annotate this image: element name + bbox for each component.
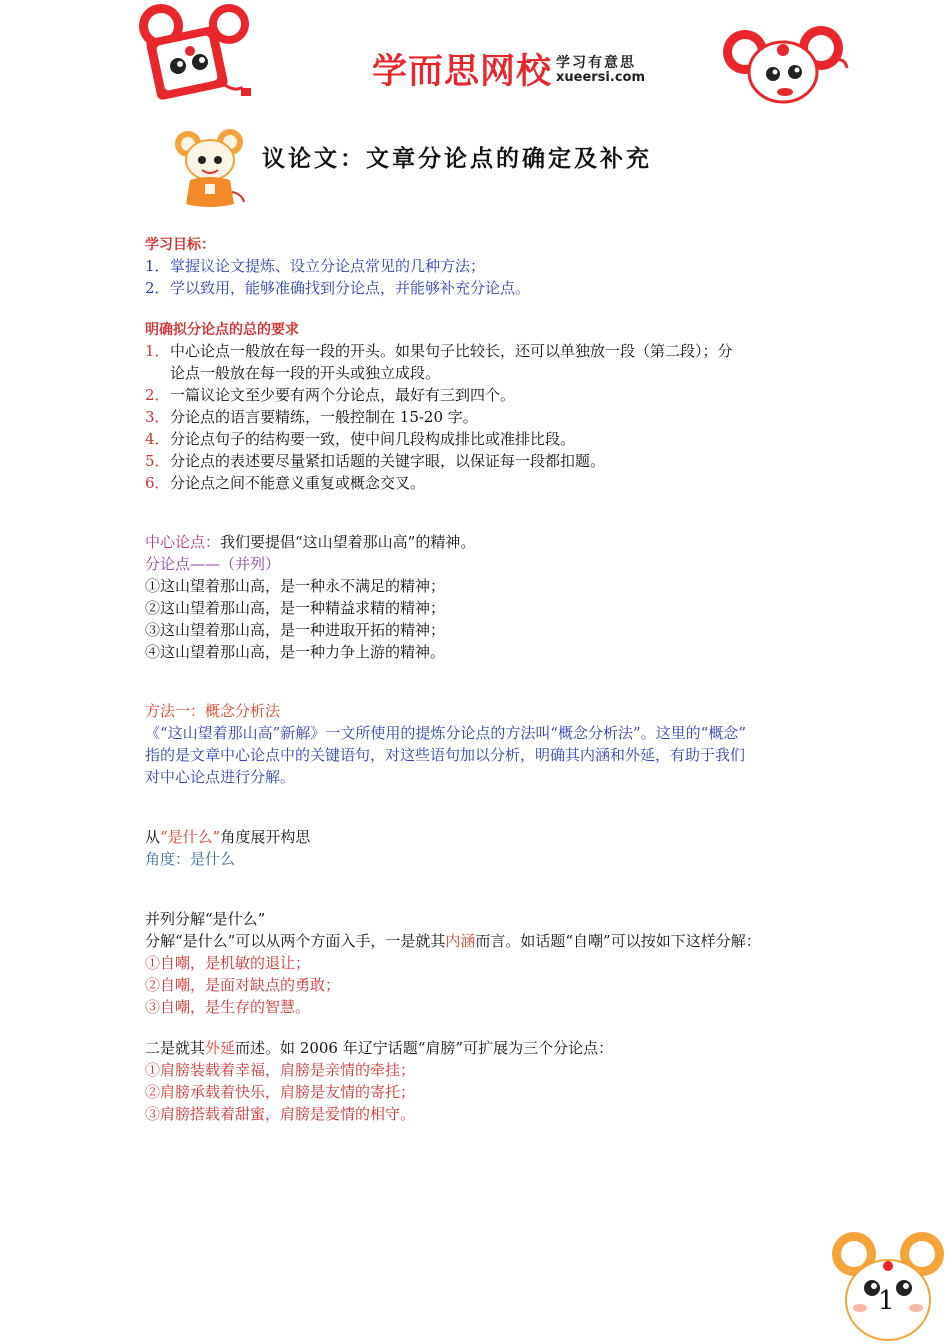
logo-slogan: 学习有意思: [556, 55, 636, 71]
sub-point-3: ③这山望着那山高，是一种进取开拓的精神；: [145, 621, 446, 639]
center-thesis: [145, 531, 475, 553]
decompose-intro-pre: 分解“是什么”可以从两个方面入手，一是就其: [145, 932, 446, 950]
req-num-6: 6．: [145, 474, 170, 492]
req-text-5: 分论点的表述要尽量紧扣话题的关键字眼，以保证每一段都扣题。: [170, 452, 606, 470]
angle-pre: 从: [145, 828, 161, 846]
logo-main: 学而思网校: [372, 52, 553, 92]
logo-url: xueersi.com: [556, 70, 646, 85]
method1-line-3: 对中心论点进行分解。: [145, 768, 296, 786]
req-item-1-cont: 论点一般放在每一段的开头或独立成段。: [170, 364, 441, 382]
req-item-5: [145, 450, 605, 472]
mascot-title-icon: [172, 128, 250, 210]
req-text-3: 分论点的语言要精练，一般控制在 15-20 字。: [170, 408, 478, 426]
decompose-item-3: ③自嘲，是生存的智慧。: [145, 998, 311, 1016]
goal-item-1: [145, 255, 485, 277]
method1-line-1: 《“这山望着那山高”新解》一文所使用的提炼分论点的方法叫“概念分析法”。这里的“概念”: [145, 724, 747, 742]
center-thesis-label: 中心论点：: [145, 533, 221, 551]
goal-num-2: 2．: [145, 279, 170, 297]
decompose-intro-hl: 内涵: [445, 932, 476, 950]
req-text-6: 分论点之间不能意义重复或概念交叉。: [170, 474, 426, 492]
goal-item-2: [145, 277, 530, 299]
decompose-intro: [145, 930, 761, 952]
goal-text-2: 学以致用，能够准确找到分论点，并能够补充分论点。: [170, 279, 531, 297]
center-thesis-text: 我们要提倡“这山望着那山高”的精神。: [220, 533, 476, 551]
requirements-heading: 明确拟分论点的总的要求: [145, 322, 299, 338]
req-text-1: 中心论点一般放在每一段的开头。如果句子比较长，还可以单独放一段（第二段）；分: [170, 342, 733, 360]
decompose-item-1: ①自嘲，是机敏的退让；: [145, 954, 311, 972]
page-title: 议论文：文章分论点的确定及补充: [262, 145, 652, 172]
page-number: 1: [878, 1286, 895, 1316]
mascot-right-icon: [715, 10, 855, 110]
shoulder-item-2: ②肩膀承载着快乐，肩膀是友情的寄托；: [145, 1083, 416, 1101]
shoulder-item-1: ①肩膀装载着幸福，肩膀是亲情的牵挂；: [145, 1061, 416, 1079]
decompose-second-post: 而述。如 2006 年辽宁话题“肩膀”可扩展为三个分论点：: [235, 1039, 614, 1057]
sub-thesis-label: 分论点——（并列）: [145, 555, 281, 573]
decompose-second-pre: 二是就其: [145, 1039, 206, 1057]
angle-highlight: “是什么”: [160, 828, 221, 846]
decompose-item-2: ②自嘲，是面对缺点的勇敢；: [145, 976, 341, 994]
decompose-intro-post: 而言。如话题“自嘲”可以按如下这样分解：: [475, 932, 761, 950]
req-num-2: 2．: [145, 386, 170, 404]
sub-point-2: ②这山望着那山高，是一种精益求精的精神；: [145, 599, 446, 617]
method1-heading: 方法一：概念分析法: [145, 702, 281, 720]
req-num-1: 1．: [145, 342, 170, 360]
req-item-3: [145, 406, 478, 428]
req-item-2: [145, 384, 515, 406]
mascot-left-icon: [133, 2, 258, 107]
goal-text-1: 掌握议论文提炼、设立分论点常见的几种方法；: [170, 257, 486, 275]
method1-line-2: 指的是文章中心论点中的关键语句，对这些语句加以分析，明确其内涵和外延，有助于我们: [145, 746, 746, 764]
sub-point-1: ①这山望着那山高，是一种永不满足的精神；: [145, 577, 446, 595]
decompose-second-hl: 外延: [205, 1039, 236, 1057]
shoulder-item-3: ③肩膀搭载着甜蜜，肩膀是爱情的相守。: [145, 1105, 416, 1123]
decompose-second: [145, 1037, 613, 1059]
req-text-4: 分论点句子的结构要一致，使中间几段构成排比或准排比段。: [170, 430, 576, 448]
req-item-1: [145, 340, 733, 362]
req-text-2: 一篇议论文至少要有两个分论点，最好有三到四个。: [170, 386, 516, 404]
goals-heading: 学习目标：: [145, 237, 215, 253]
goal-num-1: 1．: [145, 257, 170, 275]
req-item-4: [145, 428, 575, 450]
req-num-4: 4．: [145, 430, 170, 448]
angle-line-2: 角度：是什么: [145, 850, 236, 868]
req-num-3: 3．: [145, 408, 170, 426]
angle-line-1: [145, 826, 310, 848]
angle-post: 角度展开构思: [220, 828, 311, 846]
req-item-6: [145, 472, 425, 494]
req-num-5: 5．: [145, 452, 170, 470]
decompose-heading: 并列分解“是什么”: [145, 910, 266, 928]
sub-point-4: ④这山望着那山高，是一种力争上游的精神。: [145, 643, 446, 661]
